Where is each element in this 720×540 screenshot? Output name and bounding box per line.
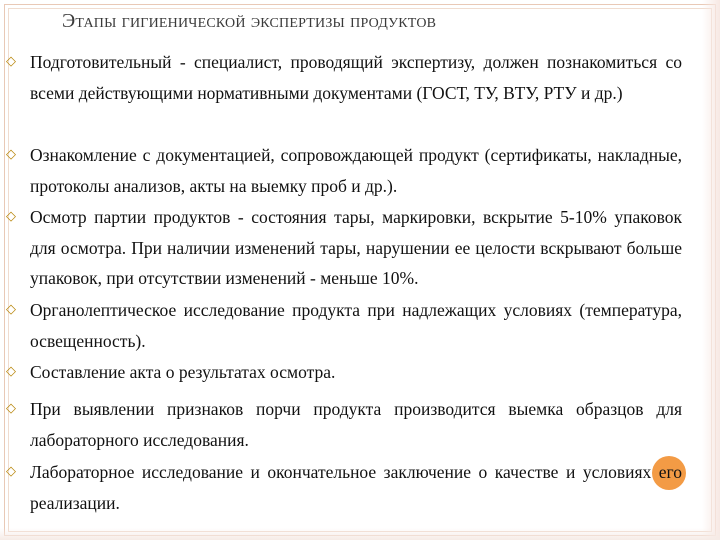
diamond-outline-icon: ◇ [6, 147, 16, 162]
list-item-report: Составление акта о результатах осмотра. [30, 362, 336, 382]
bottom-edge-shade [0, 528, 720, 540]
slide-title: Этапы гигиенической экспертизы продуктов [62, 10, 437, 32]
diamond-outline-icon: ◇ [6, 302, 16, 317]
diamond-outline-icon: ◇ [6, 364, 16, 379]
list-item-sampling: При выявлении признаков порчи продукта производится выемка образцов для лабораторного исследования. [30, 399, 682, 450]
diamond-outline-icon: ◇ [6, 401, 16, 416]
list-item-organoleptic: Органолептическое исследование продукта при надлежащих условиях (температура, освещенность). [30, 300, 682, 351]
diamond-outline-icon: ◇ [6, 464, 16, 479]
diamond-outline-icon: ◇ [6, 209, 16, 224]
right-edge-shade [702, 0, 720, 540]
list-item-inspection: Осмотр партии продуктов - состояния тары, маркировки, вскрытие 5-10% упаковок для осмотра. При наличии изменений тары, нарушении ее целости вскрывают больше упаковок, при отсутствии изменений - меньше 10%. [30, 207, 682, 288]
list-item-documentation: Ознакомление с документацией, сопровождающей продукт (сертификаты, накладные, протоколы анализов, акты на выемку проб и др.). [30, 145, 682, 196]
list-item-lab-analysis: Лабораторное исследование и окончательное заключение о качестве и условиях его реализации. [30, 462, 682, 513]
list-item-preparatory: Подготовительный - специалист, проводящий экспертизу, должен познакомиться со всеми действующими нормативными документами (ГОСТ, ТУ, ВТУ, РТУ и др.) [30, 52, 682, 103]
diamond-outline-icon: ◇ [6, 54, 16, 69]
